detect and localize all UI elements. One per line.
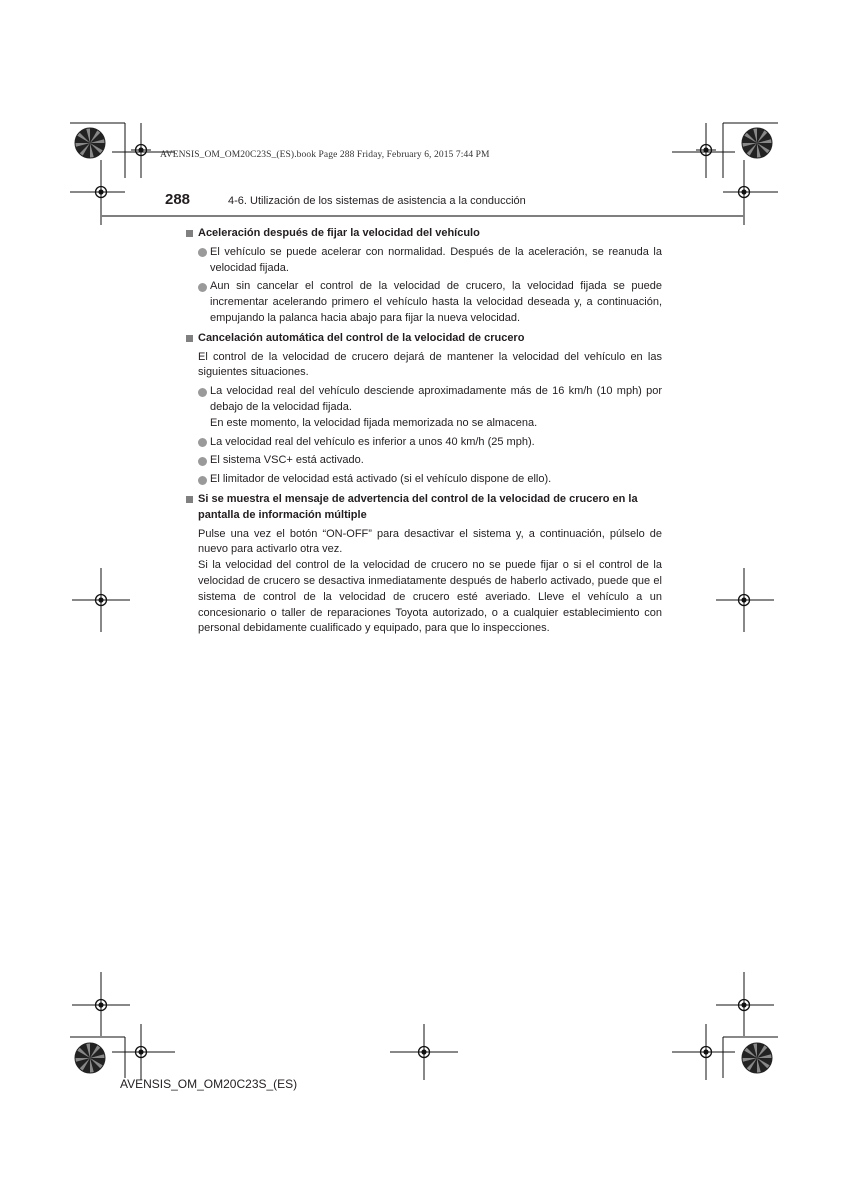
section-title: Si se muestra el mensaje de advertencia del control de la velocidad de crucero en la pantalla de información múltiple — [198, 492, 638, 521]
list-item — [198, 384, 662, 431]
bullet-text: El sistema VSC+ está activado. — [210, 454, 364, 467]
list-item — [198, 279, 662, 326]
section-square-icon — [186, 335, 193, 342]
bullet-circle-icon — [198, 283, 207, 292]
section-paragraph: Pulse una vez el botón “ON-OFF” para desactivar el sistema y, a continuación, púlselo de nuevo para activarlo otra vez. — [198, 527, 662, 556]
section-paragraph: Si la velocidad del control de la velocidad de crucero no se puede fijar o si el control de la velocidad de crucero se desactiva inmediatamente después de haberlo activado, puede que el sistema de control de la velocidad de crucero esté averiado. Lleve el vehículo a un concesionario o taller de reparaciones Toyota autorizado, o a cualquier establecimiento con personal debidamente cualificado y equipado, para que lo inspecciones. — [198, 559, 662, 635]
book-file-info: AVENSIS_OM_OM20C23S_(ES).book Page 288 Friday, February 6, 2015 7:44 PM — [160, 150, 490, 160]
bullet-note: En este momento, la velocidad fijada memorizada no se almacena. — [210, 416, 538, 429]
page-number: 288 — [165, 191, 191, 208]
list-item — [198, 453, 662, 469]
bullet-circle-icon — [198, 438, 207, 447]
running-head: 4-6. Utilización de los sistemas de asistencia a la conducción — [228, 195, 526, 207]
section-heading — [186, 492, 662, 524]
bullet-text: El limitador de velocidad está activado (si el vehículo dispone de ello). — [210, 473, 552, 486]
bullet-text: Aun sin cancelar el control de la velocidad de crucero, la velocidad fijada se puede incrementar acelerando primero el vehículo hasta la velocidad deseada y, a continuación, empujando la palanca hacia abajo para fijar la nueva velocidad. — [210, 280, 662, 324]
section-square-icon — [186, 496, 193, 503]
list-item — [198, 472, 662, 488]
bullet-circle-icon — [198, 248, 207, 257]
list-item — [198, 245, 662, 277]
bullet-text: La velocidad real del vehículo desciende aproximadamente más de 16 km/h (10 mph) por debajo de la velocidad fijada. — [210, 385, 662, 413]
bullet-circle-icon — [198, 476, 207, 485]
section-heading — [186, 226, 662, 242]
bullet-circle-icon — [198, 388, 207, 397]
list-item — [198, 435, 662, 451]
page-content — [186, 226, 662, 637]
section-title: Aceleración después de fijar la velocidad del vehículo — [198, 227, 480, 239]
bullet-text: El vehículo se puede acelerar con normalidad. Después de la aceleración, se reanuda la velocidad fijada. — [210, 245, 662, 274]
section-title: Cancelación automática del control de la velocidad de crucero — [198, 331, 525, 344]
section-heading — [186, 331, 662, 347]
header-rule — [101, 215, 744, 217]
bullet-text: La velocidad real del vehículo es inferior a unos 40 km/h (25 mph). — [210, 435, 535, 448]
section-paragraph: El control de la velocidad de crucero dejará de mantener la velocidad del vehículo en las siguientes situaciones. — [198, 350, 662, 379]
section-square-icon — [186, 230, 193, 237]
bullet-circle-icon — [198, 457, 207, 466]
document-code: AVENSIS_OM_OM20C23S_(ES) — [120, 1077, 298, 1091]
